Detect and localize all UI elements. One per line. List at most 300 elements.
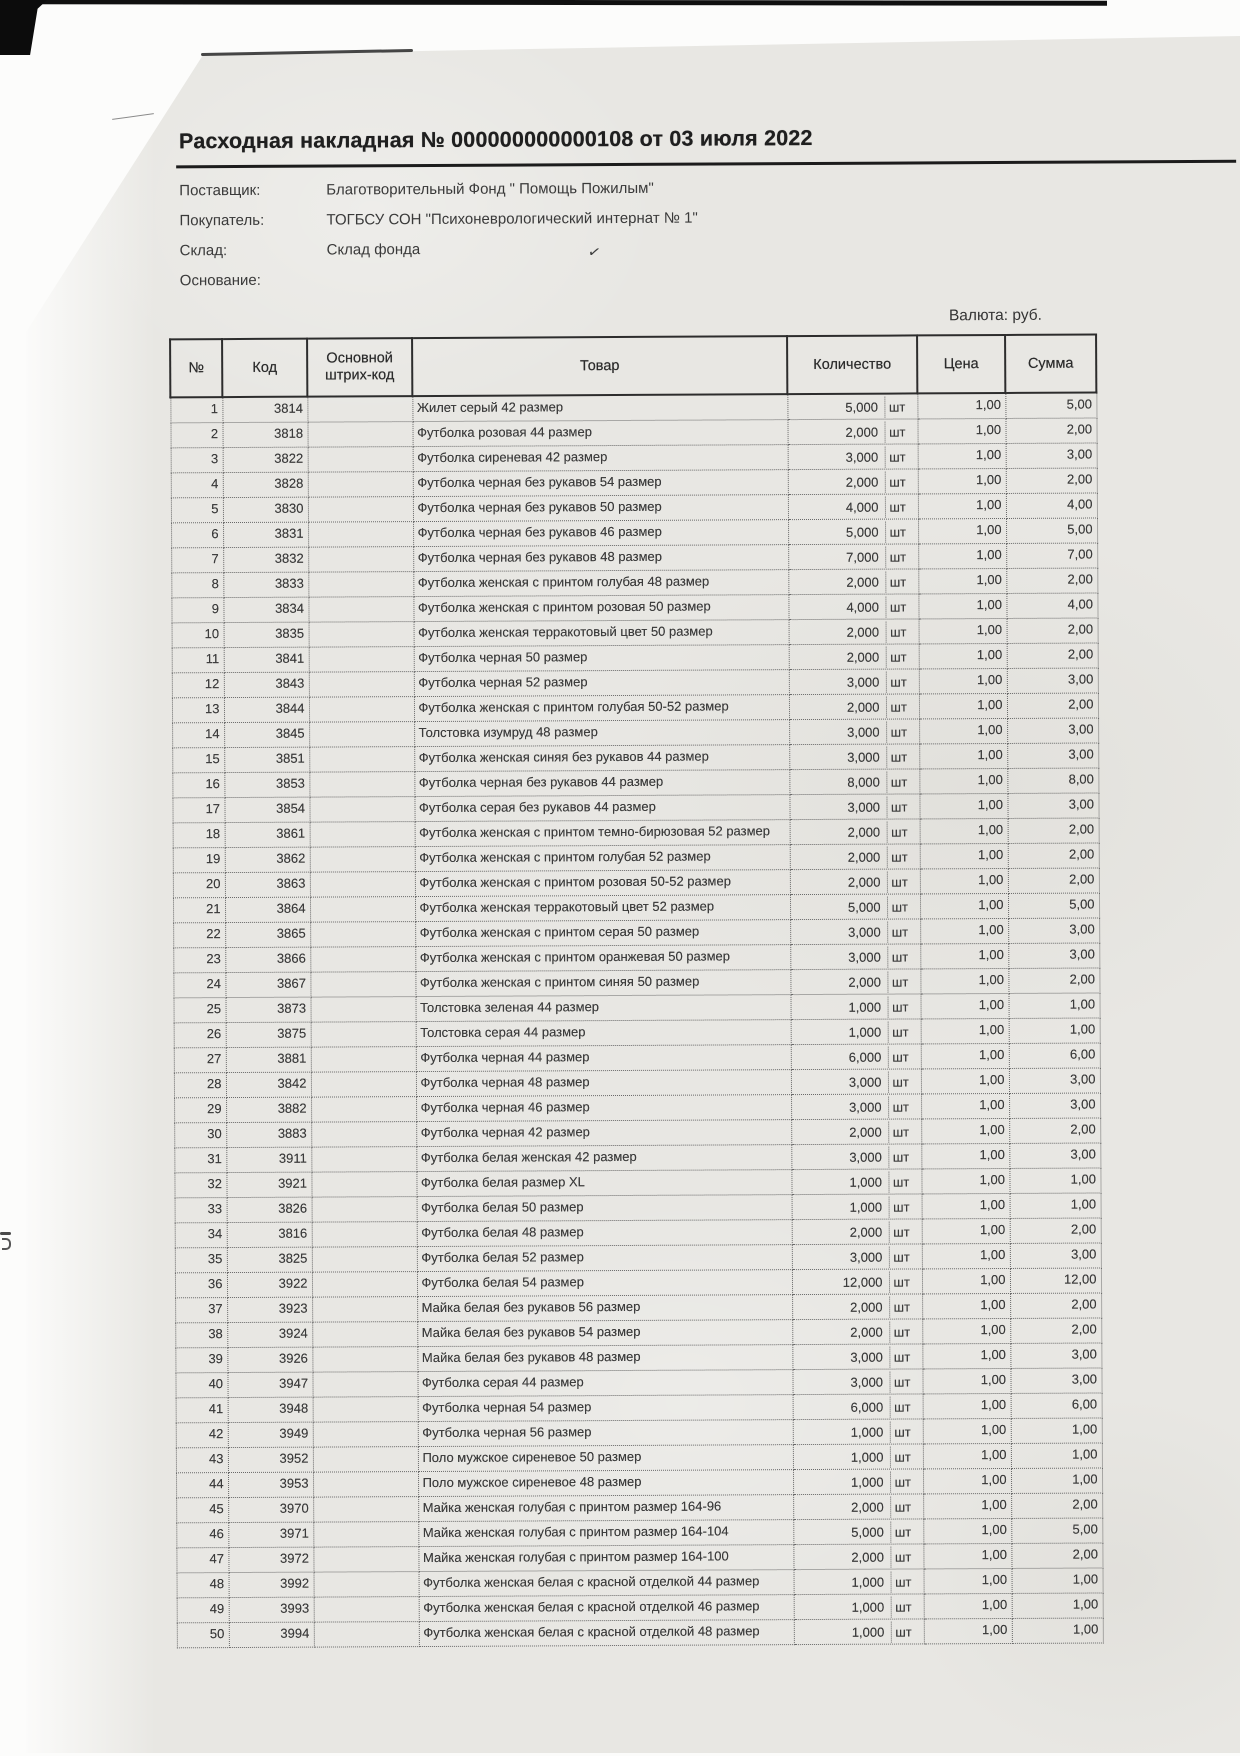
quantity-value: 1,000 — [851, 1624, 885, 1640]
cell-item-name: Толстовка серая 44 размер — [416, 1020, 791, 1047]
cell-item-name: Футболка серая без рукавов 44 размер — [414, 795, 789, 822]
cell-barcode — [314, 1597, 419, 1623]
cell-quantity — [793, 1444, 923, 1470]
cell-item-name: Футболка женская белая с красной отделкой 44 размер — [419, 1570, 794, 1597]
cell-barcode — [310, 947, 415, 973]
cell-item-name: Футболка черная 48 размер — [416, 1070, 791, 1097]
cell-row-number: 17 — [172, 798, 224, 823]
cell-sum: 2,00 — [1008, 968, 1099, 993]
cell-row-number: 28 — [174, 1073, 226, 1098]
quantity-unit: шт — [885, 696, 914, 717]
items-table — [169, 333, 1104, 1648]
cell-quantity — [792, 1294, 922, 1320]
quantity-unit: шт — [885, 521, 914, 542]
quantity-unit: шт — [886, 896, 915, 917]
cell-quantity — [792, 1369, 922, 1395]
cell-barcode — [313, 1397, 418, 1423]
cell-quantity — [793, 1494, 923, 1520]
cell-barcode — [310, 922, 415, 948]
cell-price: 1,00 — [920, 843, 1008, 868]
cell-item-name: Футболка черная 42 размер — [416, 1120, 791, 1147]
cell-sum: 1,00 — [1011, 1468, 1102, 1493]
quantity-value: 5,000 — [845, 524, 879, 540]
cell-barcode — [309, 722, 414, 748]
cell-code: 3971 — [228, 1522, 313, 1547]
cell-quantity — [791, 1119, 921, 1145]
cell-price: 1,00 — [922, 1293, 1010, 1318]
cell-code: 3864 — [225, 897, 310, 922]
cell-row-number: 29 — [174, 1098, 226, 1123]
field-value: Склад фонда — [326, 241, 421, 259]
cell-price: 1,00 — [919, 693, 1007, 718]
quantity-unit: шт — [889, 1471, 918, 1492]
cell-price: 1,00 — [918, 468, 1006, 493]
cell-barcode — [311, 1172, 416, 1198]
cell-price: 1,00 — [924, 1568, 1012, 1593]
cell-row-number: 11 — [172, 648, 224, 673]
cell-sum: 4,00 — [1006, 493, 1097, 518]
quantity-value: 3,000 — [845, 449, 879, 465]
quantity-unit: шт — [885, 546, 914, 567]
quantity-value: 12,000 — [842, 1274, 883, 1290]
cell-quantity — [790, 944, 920, 970]
field-value: ТОГБСУ СОН "Психоневрологический интернат № 1" — [326, 209, 698, 229]
quantity-value: 5,000 — [847, 899, 881, 915]
cell-code: 3953 — [228, 1472, 313, 1497]
cell-price: 1,00 — [920, 868, 1008, 893]
cell-item-name: Футболка черная без рукавов 54 размер — [413, 470, 788, 497]
cell-item-name: Футболка белая женская 42 размер — [416, 1145, 791, 1172]
cell-price: 1,00 — [917, 418, 1005, 443]
cell-sum: 3,00 — [1007, 793, 1098, 818]
cell-row-number: 30 — [174, 1123, 226, 1148]
cell-code: 3922 — [227, 1272, 312, 1297]
cell-item-name: Футболка женская с принтом розовая 50 размер — [413, 595, 788, 622]
cell-price: 1,00 — [919, 718, 1007, 743]
cell-price: 1,00 — [919, 768, 1007, 793]
cell-price: 1,00 — [924, 1593, 1012, 1618]
cell-code: 3826 — [227, 1197, 312, 1222]
cell-code: 3921 — [226, 1172, 311, 1197]
cell-price: 1,00 — [918, 518, 1006, 543]
cell-code: 3863 — [225, 872, 310, 897]
cell-code: 3866 — [225, 947, 310, 972]
cell-price: 1,00 — [918, 593, 1006, 618]
cell-sum: 2,00 — [1008, 868, 1099, 893]
quantity-value: 2,000 — [845, 474, 879, 490]
quantity-unit: шт — [884, 421, 913, 442]
cell-row-number: 3 — [171, 448, 223, 473]
quantity-unit: шт — [889, 1396, 918, 1417]
cell-barcode — [309, 622, 414, 648]
cell-barcode — [313, 1522, 418, 1548]
cell-barcode — [313, 1422, 418, 1448]
cell-barcode — [312, 1247, 417, 1273]
quantity-value: 1,000 — [849, 1174, 883, 1190]
cell-sum: 3,00 — [1007, 668, 1098, 693]
quantity-unit: шт — [886, 771, 915, 792]
cell-sum: 2,00 — [1007, 618, 1098, 643]
cell-barcode — [310, 847, 415, 873]
document-title: Расходная накладная № 000000000000108 от 03 июля 2022 — [178, 125, 813, 154]
cell-quantity — [792, 1319, 922, 1345]
cell-sum: 12,00 — [1010, 1268, 1101, 1293]
cell-barcode — [308, 597, 413, 623]
cell-row-number: 1 — [170, 397, 222, 423]
quantity-unit: шт — [886, 746, 915, 767]
cell-row-number: 44 — [176, 1473, 228, 1498]
cell-sum: 3,00 — [1009, 1143, 1100, 1168]
cell-barcode — [311, 1072, 416, 1098]
cell-row-number: 40 — [175, 1373, 227, 1398]
quantity-value: 1,000 — [850, 1449, 884, 1465]
cell-code: 3818 — [222, 422, 307, 447]
quantity-value: 2,000 — [847, 849, 881, 865]
field-value: Благотворительный Фонд " Помощь Пожилым" — [326, 179, 654, 199]
quantity-unit: шт — [890, 1596, 919, 1617]
cell-row-number: 32 — [174, 1173, 226, 1198]
quantity-value: 2,000 — [846, 574, 879, 590]
cell-price: 1,00 — [919, 668, 1007, 693]
quantity-value: 3,000 — [847, 749, 880, 765]
cell-row-number: 21 — [173, 898, 225, 923]
cell-code: 3862 — [225, 847, 310, 872]
cell-row-number: 8 — [171, 573, 223, 598]
cell-barcode — [313, 1447, 418, 1473]
quantity-unit: шт — [885, 671, 914, 692]
cell-barcode — [311, 997, 416, 1023]
cell-quantity — [789, 769, 919, 795]
cell-price: 1,00 — [921, 1168, 1009, 1193]
invoice-table-body — [170, 392, 1103, 1647]
scan-artifact-left-smudge — [2, 1238, 11, 1250]
cell-sum: 5,00 — [1006, 518, 1097, 543]
cell-barcode — [310, 897, 415, 923]
cell-code: 3834 — [223, 597, 308, 622]
quantity-value: 3,000 — [849, 1099, 882, 1115]
cell-sum: 2,00 — [1007, 693, 1098, 718]
quantity-unit: шт — [885, 571, 914, 592]
title-underline — [176, 160, 1236, 168]
cell-price: 1,00 — [919, 793, 1007, 818]
quantity-value: 4,000 — [845, 499, 879, 515]
cell-sum: 3,00 — [1010, 1343, 1101, 1368]
quantity-value: 3,000 — [850, 1374, 884, 1390]
cell-sum: 1,00 — [1010, 1193, 1101, 1218]
cell-price: 1,00 — [923, 1393, 1011, 1418]
quantity-value: 2,000 — [848, 974, 881, 990]
cell-row-number: 31 — [174, 1148, 226, 1173]
cell-barcode — [310, 822, 415, 848]
cell-item-name: Футболка женская с принтом розовая 50-52 размер — [415, 870, 790, 897]
quantity-value: 5,000 — [851, 1524, 884, 1540]
quantity-unit: шт — [889, 1321, 918, 1342]
cell-barcode — [309, 747, 414, 773]
cell-quantity — [788, 519, 918, 545]
cell-row-number: 49 — [177, 1598, 229, 1623]
cell-barcode — [308, 572, 413, 598]
cell-item-name: Футболка женская с принтом голубая 48 размер — [413, 570, 788, 597]
quantity-unit: шт — [890, 1621, 919, 1642]
cell-price: 1,00 — [917, 393, 1005, 419]
cell-code: 3882 — [226, 1097, 311, 1122]
cell-price: 1,00 — [922, 1343, 1010, 1368]
cell-code: 3873 — [226, 997, 311, 1022]
cell-row-number: 45 — [176, 1498, 228, 1523]
cell-code: 3865 — [225, 922, 310, 947]
cell-code: 3814 — [222, 397, 307, 423]
cell-quantity — [790, 894, 920, 920]
cell-sum: 2,00 — [1005, 418, 1096, 443]
quantity-value: 5,000 — [845, 399, 878, 415]
cell-quantity — [789, 744, 919, 770]
cell-item-name: Футболка белая 48 размер — [417, 1220, 792, 1247]
quantity-value: 6,000 — [848, 1049, 882, 1065]
cell-row-number: 9 — [171, 598, 223, 623]
cell-row-number: 24 — [173, 973, 225, 998]
cell-quantity — [787, 419, 917, 445]
cell-code: 3923 — [227, 1297, 312, 1322]
quantity-value: 2,000 — [851, 1549, 884, 1565]
cell-row-number: 22 — [173, 923, 225, 948]
cell-quantity — [793, 1394, 923, 1420]
field-label: Склад: — [179, 242, 228, 260]
cell-row-number: 12 — [172, 673, 224, 698]
cell-price: 1,00 — [922, 1368, 1010, 1393]
cell-price: 1,00 — [919, 618, 1007, 643]
cell-code: 3833 — [223, 572, 308, 597]
quantity-unit: шт — [890, 1521, 919, 1542]
cell-quantity — [791, 1144, 921, 1170]
cell-barcode — [309, 672, 414, 698]
header-barcode: Основной штрих-код — [307, 338, 412, 397]
cell-item-name: Футболка белая 54 размер — [417, 1270, 792, 1297]
quantity-unit: шт — [887, 1071, 916, 1092]
cell-item-name: Толстовка зеленая 44 размер — [416, 995, 791, 1022]
field-label: Основание: — [179, 271, 261, 290]
cell-barcode — [314, 1622, 419, 1648]
cell-barcode — [309, 797, 414, 823]
cell-row-number: 27 — [174, 1048, 226, 1073]
cell-code: 3845 — [224, 722, 309, 747]
table-row — [177, 1618, 1103, 1648]
cell-item-name: Майка белая без рукавов 48 размер — [417, 1345, 792, 1372]
quantity-unit: шт — [889, 1421, 918, 1442]
cell-price: 1,00 — [921, 1118, 1009, 1143]
cell-quantity — [789, 619, 919, 645]
quantity-value: 3,000 — [848, 924, 881, 940]
field-supplier — [179, 178, 979, 212]
cell-code: 3992 — [229, 1572, 314, 1597]
cell-sum: 3,00 — [1009, 1093, 1100, 1118]
cell-sum: 1,00 — [1012, 1593, 1103, 1618]
quantity-value: 7,000 — [846, 549, 879, 565]
cell-row-number: 47 — [176, 1548, 228, 1573]
cell-item-name: Футболка белая размер XL — [416, 1170, 791, 1197]
cell-row-number: 37 — [175, 1298, 227, 1323]
cell-barcode — [312, 1222, 417, 1248]
cell-item-name: Футболка женская терракотовый цвет 50 размер — [414, 620, 789, 647]
cell-code: 3972 — [228, 1547, 313, 1572]
quantity-value: 3,000 — [849, 1149, 882, 1165]
quantity-value: 3,000 — [848, 1074, 882, 1090]
cell-code: 3861 — [225, 822, 310, 847]
cell-sum: 3,00 — [1007, 718, 1098, 743]
cell-sum: 2,00 — [1006, 568, 1097, 593]
cell-sum: 3,00 — [1009, 1068, 1100, 1093]
cell-row-number: 25 — [174, 998, 226, 1023]
cell-sum: 4,00 — [1006, 593, 1097, 618]
cell-item-name: Футболка женская синяя без рукавов 44 размер — [414, 745, 789, 772]
quantity-unit: шт — [888, 1271, 917, 1292]
cell-item-name: Футболка черная 50 размер — [414, 645, 789, 672]
cell-row-number: 35 — [175, 1248, 227, 1273]
cell-code: 3830 — [223, 497, 308, 522]
cell-quantity — [789, 694, 919, 720]
field-label: Покупатель: — [179, 211, 265, 230]
quantity-unit: шт — [890, 1496, 919, 1517]
quantity-unit: шт — [887, 1021, 916, 1042]
cell-sum: 3,00 — [1008, 943, 1099, 968]
cell-row-number: 36 — [175, 1273, 227, 1298]
cell-item-name: Футболка сиреневая 42 размер — [413, 445, 788, 472]
cell-item-name: Майка женская голубая с принтом размер 164-104 — [418, 1520, 793, 1547]
quantity-unit: шт — [886, 821, 915, 842]
cell-quantity — [792, 1219, 922, 1245]
cell-quantity — [791, 1044, 921, 1070]
cell-item-name: Футболка черная без рукавов 46 размер — [413, 520, 788, 547]
cell-row-number: 14 — [172, 723, 224, 748]
quantity-value: 2,000 — [846, 624, 880, 640]
cell-quantity — [788, 594, 918, 620]
cell-item-name: Футболка розовая 44 размер — [412, 420, 787, 447]
cell-quantity — [787, 393, 917, 419]
cell-barcode — [308, 522, 413, 548]
cell-item-name: Футболка женская с принтом серая 50 размер — [415, 920, 790, 947]
cell-sum: 6,00 — [1009, 1043, 1100, 1068]
cell-sum: 2,00 — [1010, 1293, 1101, 1318]
cell-row-number: 41 — [176, 1398, 228, 1423]
cell-barcode — [311, 1147, 416, 1173]
cell-row-number: 2 — [170, 423, 222, 448]
cell-price: 1,00 — [918, 443, 1006, 468]
items-table-wrap — [169, 333, 1104, 1648]
header-sum: Сумма — [1005, 334, 1096, 392]
quantity-unit: шт — [884, 396, 913, 417]
cell-code: 3831 — [223, 522, 308, 547]
cell-quantity — [794, 1619, 924, 1645]
cell-code: 3832 — [223, 547, 308, 572]
cell-sum: 1,00 — [1011, 1418, 1102, 1443]
cell-price: 1,00 — [920, 893, 1008, 918]
cell-barcode — [309, 697, 414, 723]
cell-barcode — [313, 1472, 418, 1498]
quantity-unit: шт — [888, 1146, 917, 1167]
quantity-value: 6,000 — [850, 1399, 884, 1415]
cell-barcode — [312, 1347, 417, 1373]
cell-price: 1,00 — [923, 1418, 1011, 1443]
cell-code: 3854 — [224, 797, 309, 822]
cell-price: 1,00 — [922, 1318, 1010, 1343]
cell-code: 3825 — [227, 1247, 312, 1272]
quantity-value: 3,000 — [848, 949, 881, 965]
cell-barcode — [312, 1272, 417, 1298]
cell-row-number: 43 — [176, 1448, 228, 1473]
quantity-value: 1,000 — [848, 1024, 882, 1040]
quantity-unit: шт — [885, 646, 914, 667]
cell-barcode — [312, 1197, 417, 1223]
cell-price: 1,00 — [923, 1518, 1011, 1543]
cell-item-name: Майка белая без рукавов 56 размер — [417, 1295, 792, 1322]
quantity-value: 1,000 — [851, 1599, 885, 1615]
cell-barcode — [307, 396, 412, 422]
cell-sum: 7,00 — [1006, 543, 1097, 568]
cell-sum: 6,00 — [1011, 1393, 1102, 1418]
cell-barcode — [310, 872, 415, 898]
quantity-unit: шт — [886, 796, 915, 817]
cell-quantity — [788, 494, 918, 520]
cell-quantity — [793, 1419, 923, 1445]
cell-item-name: Майка женская голубая с принтом размер 164-96 — [418, 1495, 793, 1522]
quantity-value: 2,000 — [851, 1499, 884, 1515]
cell-item-name: Футболка женская терракотовый цвет 52 размер — [415, 895, 790, 922]
cell-sum: 8,00 — [1007, 768, 1098, 793]
cell-price: 1,00 — [921, 1043, 1009, 1068]
cell-sum: 3,00 — [1006, 443, 1097, 468]
cell-quantity — [792, 1194, 922, 1220]
cell-item-name: Футболка серая 44 размер — [417, 1370, 792, 1397]
cell-barcode — [308, 547, 413, 573]
cell-quantity — [789, 719, 919, 745]
cell-row-number: 34 — [175, 1223, 227, 1248]
cell-quantity — [792, 1244, 922, 1270]
field-basis — [180, 268, 980, 302]
cell-code: 3994 — [229, 1622, 314, 1647]
cell-item-name: Майка белая без рукавов 54 размер — [417, 1320, 792, 1347]
cell-item-name: Футболка женская с принтом голубая 50-52 размер — [414, 695, 789, 722]
cell-price: 1,00 — [918, 493, 1006, 518]
cell-quantity — [790, 969, 920, 995]
quantity-unit: шт — [884, 471, 913, 492]
cell-barcode — [314, 1572, 419, 1598]
cell-code: 3844 — [224, 697, 309, 722]
cell-sum: 5,00 — [1005, 392, 1096, 418]
cell-row-number: 38 — [175, 1323, 227, 1348]
quantity-value: 1,000 — [850, 1424, 884, 1440]
cell-sum: 2,00 — [1008, 843, 1099, 868]
quantity-value: 2,000 — [846, 699, 880, 715]
cell-code: 3841 — [224, 647, 309, 672]
cell-price: 1,00 — [919, 643, 1007, 668]
cell-code: 3911 — [226, 1147, 311, 1172]
cell-price: 1,00 — [924, 1618, 1012, 1643]
cell-price: 1,00 — [918, 568, 1006, 593]
cell-price: 1,00 — [921, 1068, 1009, 1093]
cell-item-name: Поло мужское сиреневое 50 размер — [418, 1445, 793, 1472]
cell-quantity — [791, 1069, 921, 1095]
quantity-value: 2,000 — [846, 649, 880, 665]
quantity-value: 2,000 — [850, 1299, 883, 1315]
cell-row-number: 6 — [171, 523, 223, 548]
currency-label: Валюта: руб. — [948, 306, 1042, 325]
cell-barcode — [308, 497, 413, 523]
cell-sum: 3,00 — [1008, 918, 1099, 943]
quantity-unit: шт — [890, 1546, 919, 1567]
cell-code: 3952 — [228, 1447, 313, 1472]
cell-quantity — [791, 1169, 921, 1195]
cell-row-number: 19 — [173, 848, 225, 873]
quantity-unit: шт — [887, 946, 916, 967]
